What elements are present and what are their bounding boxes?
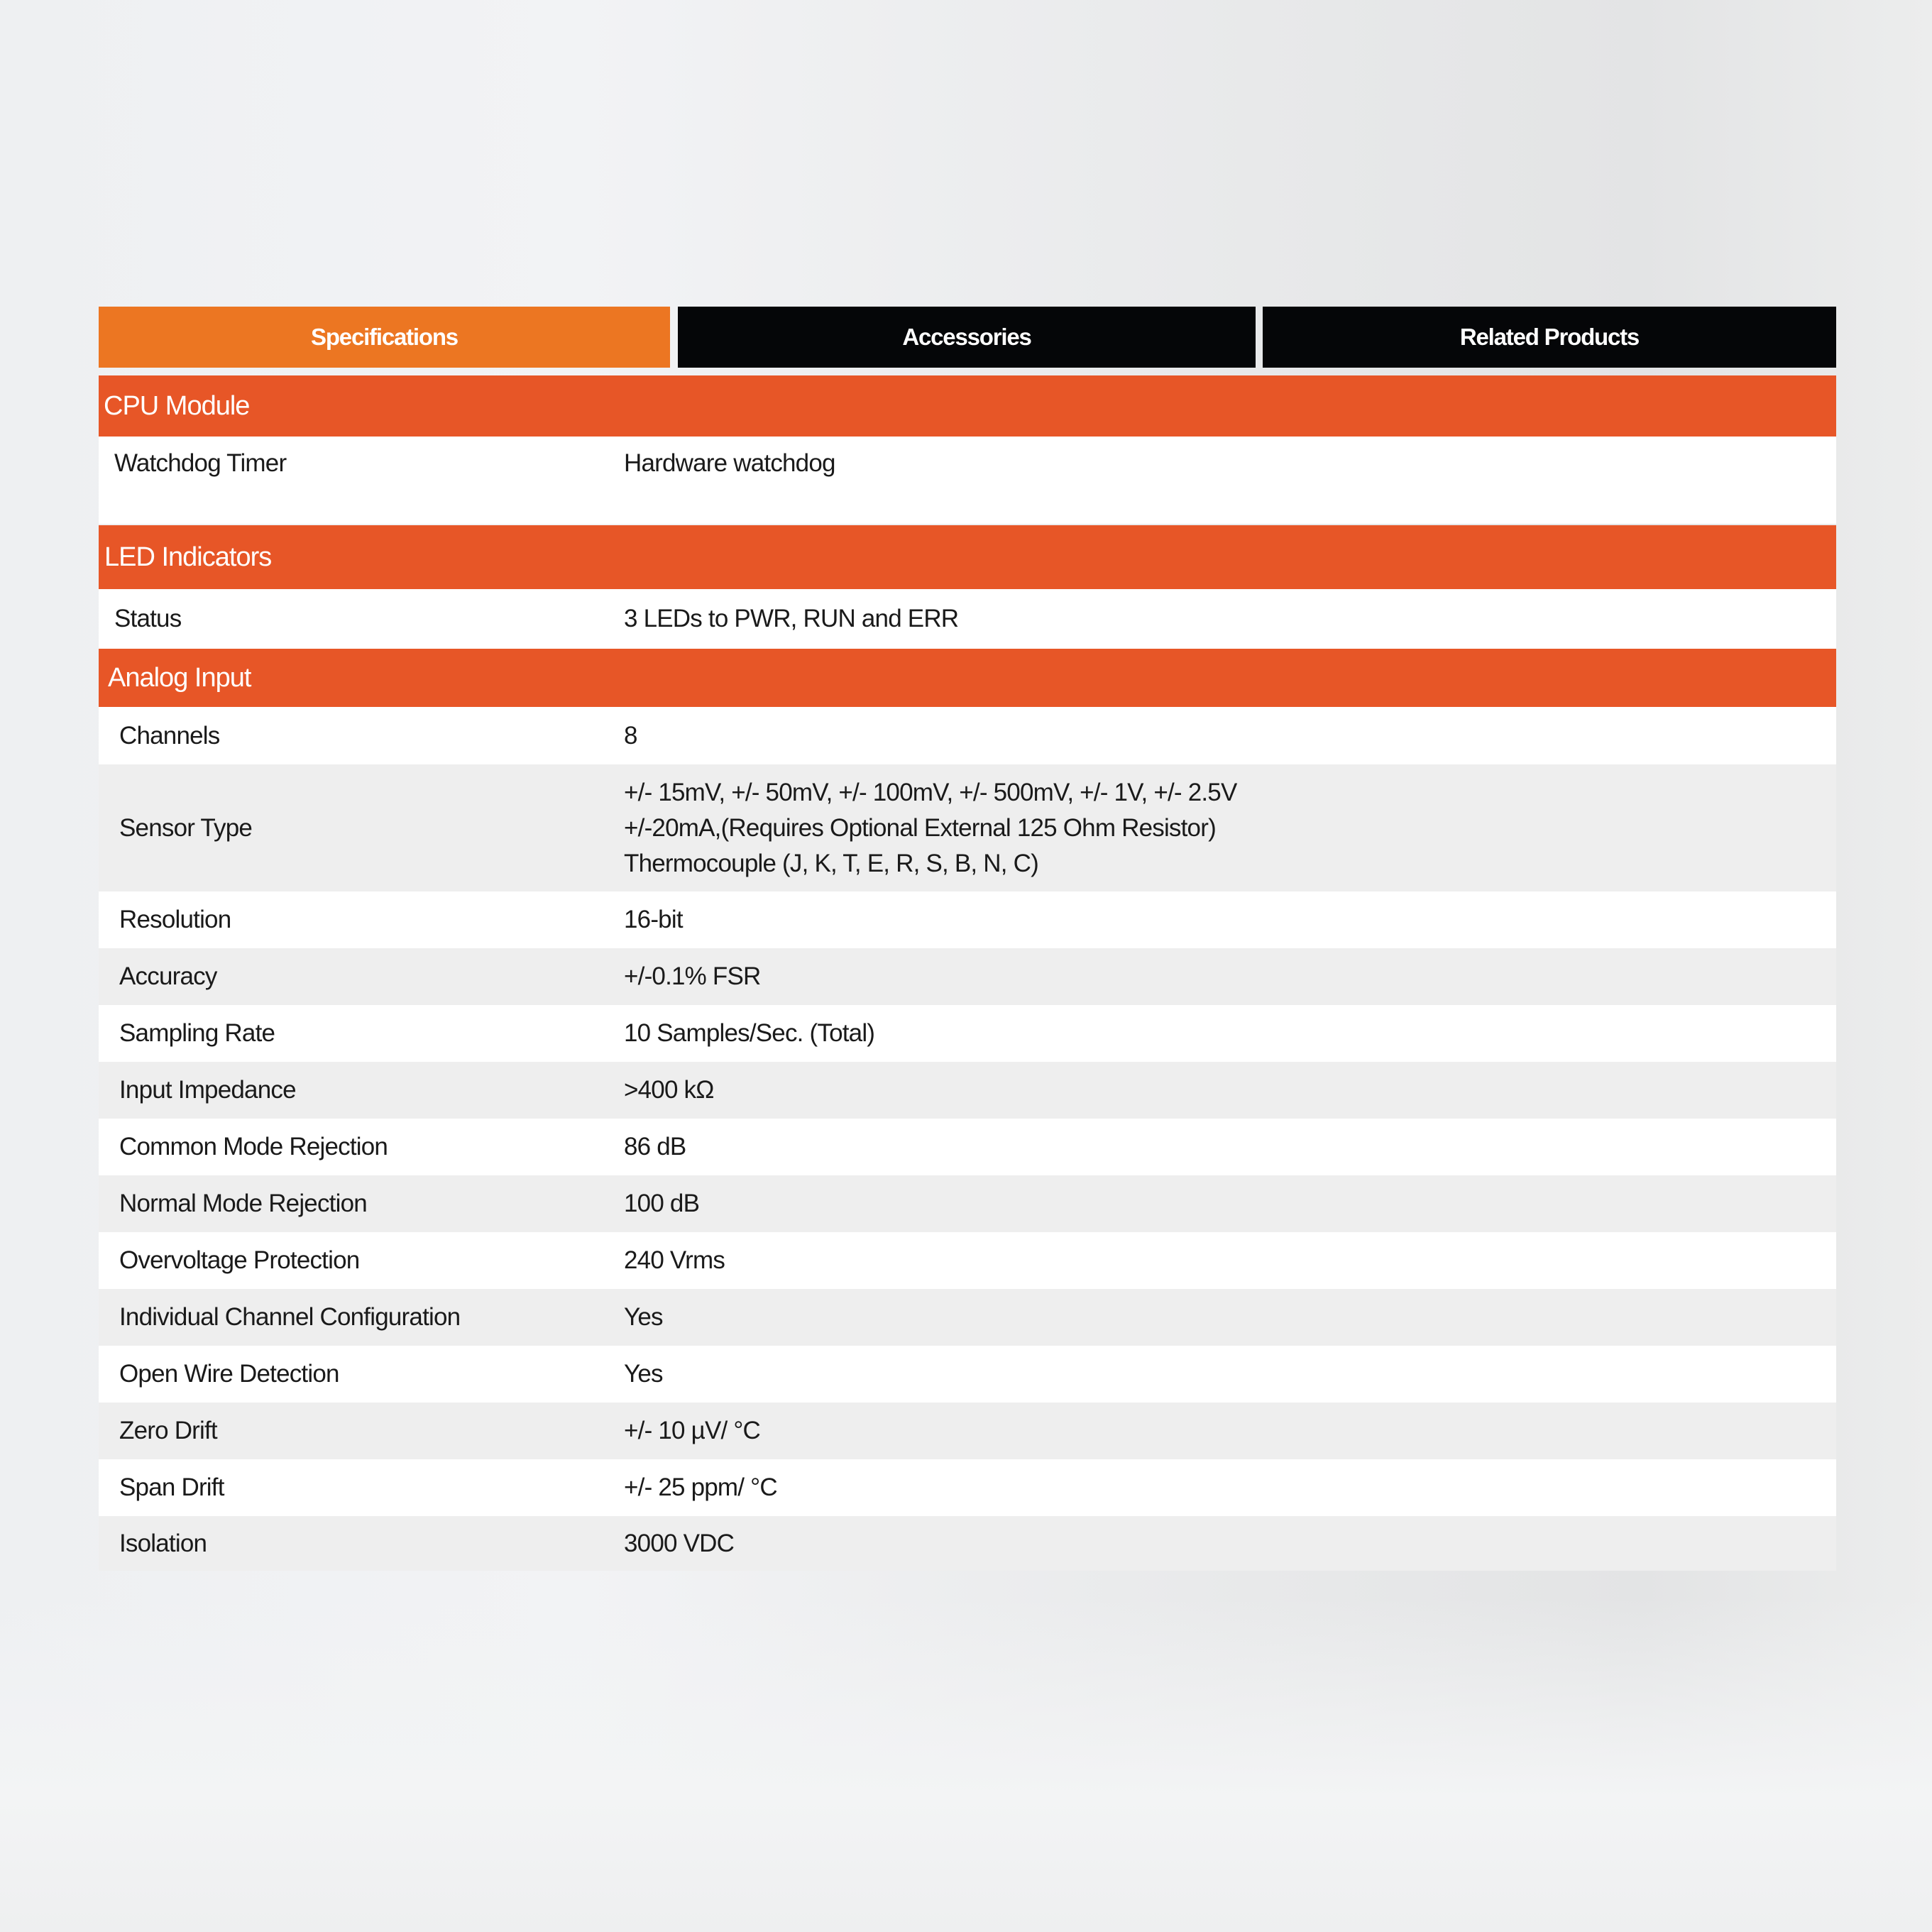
row-label: Channels [119, 721, 220, 750]
row-label: Span Drift [119, 1473, 224, 1501]
table-row [99, 707, 1836, 764]
row-value: +/- 10 µV/ °C [624, 1417, 761, 1444]
row-value: 100 dB [624, 1190, 700, 1217]
row-value: 3000 VDC [624, 1529, 735, 1557]
table-row [99, 948, 1836, 1005]
row-value: +/-0.1% FSR [624, 962, 761, 990]
section-header-analog-input: Analog Input [99, 649, 1836, 707]
row-label: Zero Drift [119, 1417, 217, 1444]
row-value-line: +/-20mA,(Requires Optional External 125 Ohm Resistor) [624, 813, 1216, 842]
row-label: Accuracy [119, 962, 217, 990]
row-label: Watchdog Timer [114, 449, 287, 477]
tab-bar [99, 307, 1836, 368]
row-value: Yes [624, 1303, 663, 1331]
tab-accessories[interactable]: Accessories [678, 307, 1256, 368]
table-row [99, 1232, 1836, 1289]
table-row [99, 1062, 1836, 1119]
row-label: Sensor Type [119, 813, 253, 842]
row-value-multiline [624, 775, 1836, 882]
row-label: Common Mode Rejection [119, 1133, 388, 1160]
tab-specifications[interactable]: Specifications [99, 307, 670, 368]
background-fade [0, 1597, 1932, 1932]
row-label: Resolution [119, 906, 231, 933]
row-label: Sampling Rate [119, 1019, 275, 1047]
row-value: Hardware watchdog [624, 449, 835, 477]
row-label: Individual Channel Configuration [119, 1303, 461, 1331]
table-row [99, 891, 1836, 948]
row-label: Overvoltage Protection [119, 1246, 360, 1274]
row-label: Input Impedance [119, 1076, 296, 1104]
table-row [99, 589, 1836, 649]
section-header-cpu-module: CPU Module [99, 375, 1836, 437]
table-row [99, 1346, 1836, 1403]
table-row [99, 1516, 1836, 1571]
section-header-led-indicators: LED Indicators [99, 525, 1836, 589]
table-row [99, 1119, 1836, 1175]
table-row [99, 1289, 1836, 1346]
row-value: +/- 25 ppm/ °C [624, 1473, 777, 1501]
table-row [99, 437, 1836, 524]
specifications-table [99, 375, 1836, 1571]
row-value-line: +/- 15mV, +/- 50mV, +/- 100mV, +/- 500mV, +/- 1V, +/- 2.5V [624, 778, 1237, 806]
row-value: 240 Vrms [624, 1246, 725, 1274]
row-value: 16-bit [624, 906, 683, 933]
row-label: Open Wire Detection [119, 1360, 339, 1388]
row-value: 8 [624, 721, 637, 750]
table-row [99, 1005, 1836, 1062]
table-row [99, 1403, 1836, 1459]
tab-related-products[interactable]: Related Products [1263, 307, 1836, 368]
row-value: >400 kΩ [624, 1076, 714, 1104]
row-label: Normal Mode Rejection [119, 1190, 367, 1217]
table-row [99, 1175, 1836, 1232]
table-row [99, 1459, 1836, 1516]
row-value: Yes [624, 1360, 663, 1388]
table-row [99, 764, 1836, 891]
row-value: 10 Samples/Sec. (Total) [624, 1019, 875, 1047]
row-value: 86 dB [624, 1133, 686, 1160]
row-value-line: Thermocouple (J, K, T, E, R, S, B, N, C) [624, 849, 1038, 877]
row-label: Isolation [119, 1529, 207, 1557]
row-label: Status [114, 605, 182, 632]
row-value: 3 LEDs to PWR, RUN and ERR [624, 605, 959, 632]
